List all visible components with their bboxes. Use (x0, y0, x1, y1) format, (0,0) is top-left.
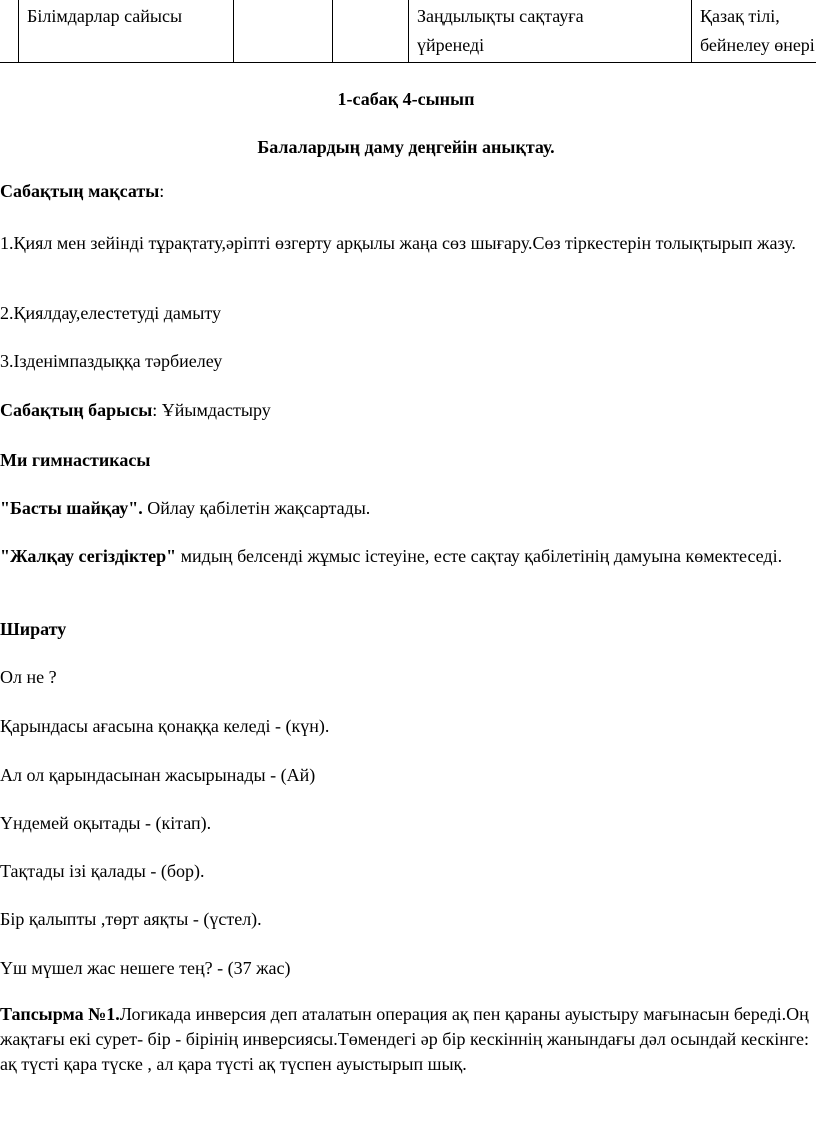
plan-table-row (0, 0, 816, 62)
progress-label: Сабақтың барысы (0, 400, 153, 420)
task-1 (0, 1002, 812, 1077)
exercise-desc: мидың белсенді жұмыс істеуіне, есте сақтау қабілетінің дамуына көмектеседі. (176, 546, 783, 566)
riddle-item: Үш мүшел жас нешеге тең? - (37 жас) (0, 958, 291, 978)
gym-heading-text: Ми гимнастикасы (0, 450, 151, 470)
riddle-item: Бір қалыпты ,төрт аяқты - (үстел). (0, 909, 262, 929)
lesson-title: Балалардың даму деңгейін анықтау. (257, 137, 555, 157)
goal-heading (0, 179, 812, 203)
gym-exercise (0, 496, 812, 520)
goal-sep: : (159, 181, 165, 201)
riddle-item: Үндемей оқытады - (кітап). (0, 813, 212, 833)
task-label: Тапсырма №1. (0, 1004, 120, 1024)
exercise-name: "Басты шайқау". (0, 498, 143, 518)
table-cell-skill (409, 0, 692, 62)
table-cell-empty (0, 0, 19, 62)
table-cell-activity (19, 0, 234, 62)
goal-label: Сабақтың мақсаты (0, 181, 160, 201)
riddle-item: Қарындасы ағасына қонаққа келеді - (күн). (0, 716, 330, 736)
goal-item: 3.Ізденімпаздыққа тәрбиелеу (0, 351, 223, 371)
goal-item: 2.Қиялдау,елестетуді дамыту (0, 303, 222, 323)
table-cell-empty (234, 0, 333, 62)
table-cell-subjects (692, 0, 816, 62)
warmup-question: Ол не ? (0, 667, 57, 687)
table-cell-text: Білімдарлар сайысы (27, 6, 183, 26)
warmup-heading (0, 617, 812, 641)
table-border (0, 62, 816, 63)
gym-heading (0, 448, 812, 472)
table-cell-empty (333, 0, 409, 62)
task-text: Логикада инверсия деп аталатын операция ақ пен қараны ауыстыру мағынасын береді.Оң жақтағы екі сурет- бір - бірінің инверсиясы.Төмендегі әр бір кескіннің жанындағы дәл осындай кескінге: ақ түсті қара түске , ал қара түсті ақ түспен ауыстырып шық. (0, 1004, 810, 1074)
riddle-item: Тақтады ізі қалады - (бор). (0, 861, 205, 881)
gym-exercise (0, 544, 812, 569)
exercise-name: "Жалқау сегіздіктер" (0, 546, 177, 566)
exercise-desc: Ойлау қабілетін жақсартады. (142, 498, 371, 518)
lesson-header: 1-сабақ 4-сынып (337, 89, 475, 109)
progress-sep: : (152, 400, 162, 420)
goal-item: 1.Қиял мен зейінді тұрақтату,әріпті өзгерту арқылы жаңа сөз шығару.Сөз тіркестерін толықтырып жазу. (0, 233, 796, 253)
table-cell-text: Қазақ тілі, бейнелеу өнері (700, 6, 815, 55)
progress-line (0, 398, 812, 422)
progress-value: Ұйымдастыру (161, 400, 271, 420)
warmup-heading-text: Ширату (0, 619, 67, 639)
table-cell-text: Заңдылықты сақтауға үйренеді (417, 6, 584, 55)
riddle-item: Ал ол қарындасынан жасырынады - (Ай) (0, 765, 316, 785)
